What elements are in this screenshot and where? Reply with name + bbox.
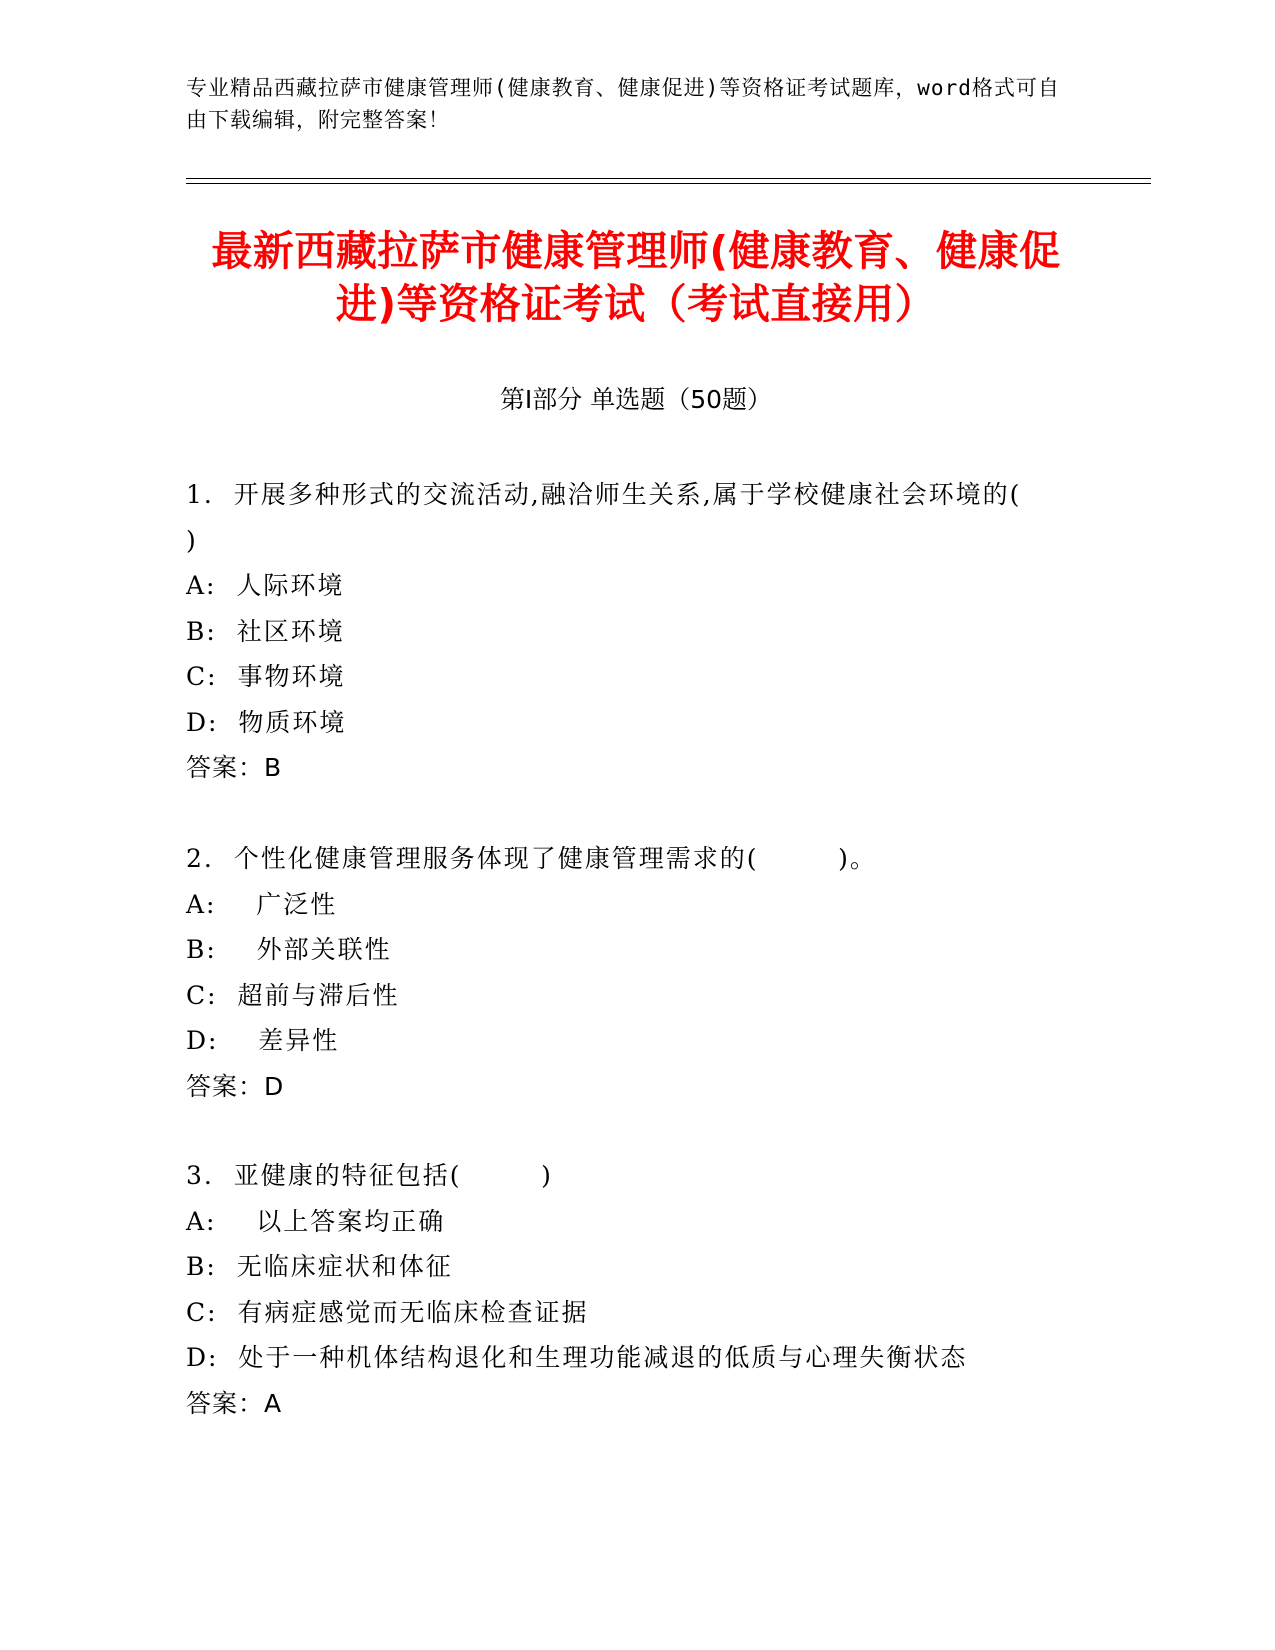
section-title: 第Ⅰ部分 单选题（50题）: [499, 385, 773, 414]
answer: 答案：A: [186, 1388, 283, 1418]
option-b: B: 社区环境: [186, 616, 345, 646]
header-note: 专业精品西藏拉萨市健康管理师(健康教育、健康促进)等资格证考试题库，word格式可自由下载编辑，附完整答案！: [186, 76, 1060, 132]
document-title: 最新西藏拉萨市健康管理师(健康教育、健康促进)等资格证考试（考试直接用）: [211, 227, 1061, 328]
question-stem: 2. 个性化健康管理服务体现了健康管理需求的( )。: [186, 844, 877, 873]
option-a: A: 广泛性: [186, 889, 338, 919]
question-stem: 3. 亚健康的特征包括( ): [186, 1161, 553, 1190]
option-d: D: 处于一种机体结构退化和生理功能减退的低质与心理失衡状态: [186, 1343, 968, 1372]
header-divider-bottom: [186, 183, 1151, 184]
option-c: C: 超前与滞后性: [186, 980, 400, 1010]
option-c: C: 有病症感觉而无临床检查证据: [186, 1297, 589, 1327]
question-2: [186, 836, 1106, 1109]
option-c: C: 事物环境: [186, 662, 346, 691]
option-b: B: 无临床症状和体征: [186, 1252, 453, 1281]
header-divider-top: [186, 178, 1151, 179]
answer: 答案：B: [186, 753, 283, 782]
question-stem: 1. 开展多种形式的交流活动,融洽师生关系,属于学校健康社会环境的( ): [186, 480, 1101, 555]
question-1: [186, 472, 1106, 791]
option-d: D: 差异性: [186, 1026, 340, 1055]
option-d: D: 物质环境: [186, 707, 347, 737]
question-3: [186, 1153, 1106, 1426]
option-a: A: 以上答案均正确: [186, 1206, 446, 1236]
option-a: A: 人际环境: [186, 571, 345, 600]
option-b: B: 外部关联性: [186, 935, 392, 964]
answer: 答案：D: [186, 1071, 285, 1101]
